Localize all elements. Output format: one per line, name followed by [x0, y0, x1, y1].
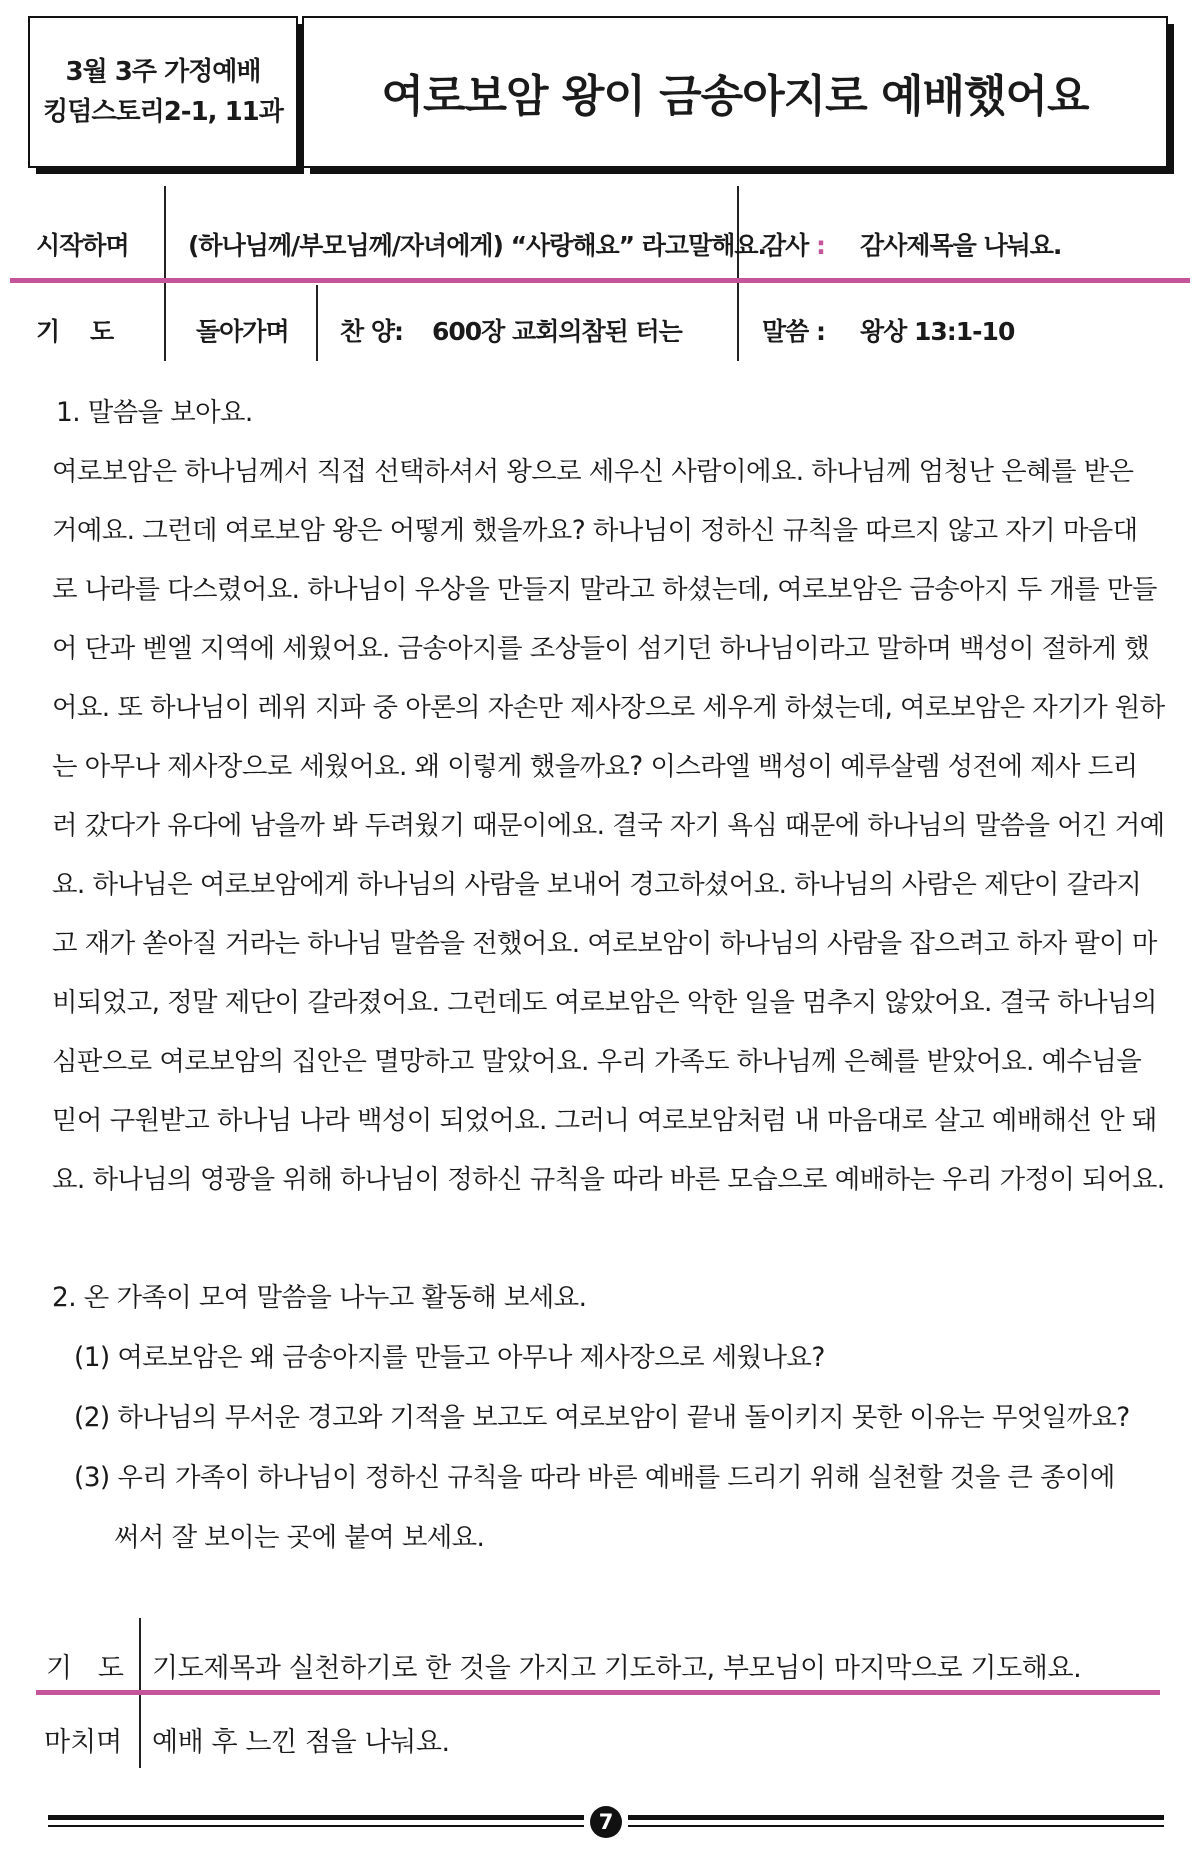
- scripture-line: 거예요. 그런데 여로보암 왕은 어떻게 했을까요? 하나님이 정하신 규칙을 따르지 않고 자기 마음대: [52, 515, 1138, 546]
- hymn-label: 찬 양:: [340, 317, 404, 346]
- series-label: 킹덤스토리2-1, 11과: [43, 97, 283, 127]
- thanks-label: [762, 226, 825, 262]
- closing-end-text: 예배 후 느낀 점을 나눠요.: [152, 1727, 450, 1758]
- closing-end-label: 마치며: [44, 1727, 123, 1758]
- week-info-box: [28, 16, 298, 168]
- start-label: 시작하며: [36, 231, 129, 260]
- thanks-label-text: 감사: [762, 231, 809, 260]
- scripture-line: 는 아무나 제사장으로 세웠어요. 왜 이렇게 했을까요? 이스라엘 백성이 예루살렘 성전에 제사 드리: [52, 751, 1138, 782]
- week-label: 3월 3주 가정예배: [65, 56, 261, 87]
- question-2: (2) 하나님의 무서운 경고와 기적을 보고도 여로보암이 끝내 돌이키지 못한 이유는 무엇일까요?: [74, 1402, 1130, 1433]
- thanks-text: 감사제목을 나눠요.: [860, 231, 1062, 260]
- closing-separator: [36, 1690, 1160, 1695]
- footer-bar-right-thin: [628, 1825, 1164, 1827]
- scripture-line: 고 재가 쏟아질 거라는 하나님 말씀을 전했어요. 여로보암이 하나님의 사람을 잡으려고 하자 팔이 마: [52, 928, 1157, 959]
- hymn-text: 600장 교회의참된 터는: [432, 317, 682, 346]
- thanks-colon: :: [816, 231, 826, 260]
- scripture-line: 러 갔다가 유다에 남을까 봐 두려웠기 때문이에요. 결국 자기 욕심 때문에 하나님의 말씀을 어긴 거예: [52, 810, 1165, 841]
- prayer-label: 기 도: [36, 317, 114, 346]
- scripture-line: 비되었고, 정말 제단이 갈라졌어요. 그런데도 여로보암은 악한 일을 멈추지 않았어요. 결국 하나님의: [52, 987, 1157, 1018]
- question-1: (1) 여로보암은 왜 금송아지를 만들고 아무나 제사장으로 세웠나요?: [74, 1342, 825, 1373]
- closing-prayer-label: 기 도: [46, 1653, 124, 1684]
- page-title: 여로보암 왕이 금송아지로 예배했어요: [381, 71, 1089, 122]
- scripture-line: 어요. 또 하나님이 레위 지파 중 아론의 자손만 제사장으로 세우게 하셨는데, 여로보암은 자기가 원하: [52, 692, 1165, 723]
- table-divider: [164, 186, 166, 361]
- word-label: 말씀 :: [762, 317, 826, 346]
- page-number: 7: [590, 1806, 622, 1838]
- table-divider: [316, 285, 318, 361]
- footer-bar-left-thin: [48, 1825, 584, 1827]
- scripture-line: 심판으로 여로보암의 집안은 멸망하고 말았어요. 우리 가족도 하나님께 은혜를 받았어요. 예수님을: [52, 1046, 1142, 1077]
- lesson-body: [52, 383, 1165, 1568]
- section2-heading: 2. 온 가족이 모여 말씀을 나누고 활동해 보세요.: [52, 1282, 587, 1313]
- table-row-separator: [10, 278, 1190, 283]
- scripture-line: 여로보암은 하나님께서 직접 선택하셔서 왕으로 세우신 사람이에요. 하나님께 엄청난 은혜를 받은: [52, 456, 1134, 487]
- start-text: (하나님께/부모님께/자녀에게) “사랑해요” 라고말해요.: [188, 231, 767, 260]
- closing-prayer-text: 기도제목과 실천하기로 한 것을 가지고 기도하고, 부모님이 마지막으로 기도해요.: [152, 1653, 1082, 1684]
- scripture-line: 요. 하나님의 영광을 위해 하나님이 정하신 규칙을 따라 바른 모습으로 예배하는 우리 가정이 되어요.: [52, 1164, 1165, 1195]
- scripture-line: 믿어 구원받고 하나님 나라 백성이 되었어요. 그러니 여로보암처럼 내 마음대로 살고 예배해선 안 돼: [52, 1105, 1157, 1136]
- footer-bar-right: [628, 1815, 1164, 1820]
- scripture-line: 요. 하나님은 여로보암에게 하나님의 사람을 보내어 경고하셨어요. 하나님의 사람은 제단이 갈라지: [52, 869, 1142, 900]
- prayer-text: 돌아가며: [196, 317, 289, 346]
- question-3: (3) 우리 가족이 하나님이 정하신 규칙을 따라 바른 예배를 드리기 위해 실천할 것을 큰 종이에: [74, 1462, 1115, 1493]
- table-divider: [737, 186, 739, 361]
- footer-bar-left: [48, 1815, 584, 1820]
- scripture-line: 로 나라를 다스렸어요. 하나님이 우상을 만들지 말라고 하셨는데, 여로보암은 금송아지 두 개를 만들: [52, 574, 1157, 605]
- title-box: [302, 16, 1168, 168]
- scripture-line: 어 단과 벧엘 지역에 세웠어요. 금송아지를 조상들이 섬기던 하나님이라고 말하며 백성이 절하게 했: [52, 633, 1149, 664]
- section1-heading: 1. 말씀을 보아요.: [56, 397, 253, 428]
- word-text: 왕상 13:1-10: [860, 317, 1015, 346]
- question-3-continued: 써서 잘 보이는 곳에 붙여 보세요.: [114, 1522, 485, 1553]
